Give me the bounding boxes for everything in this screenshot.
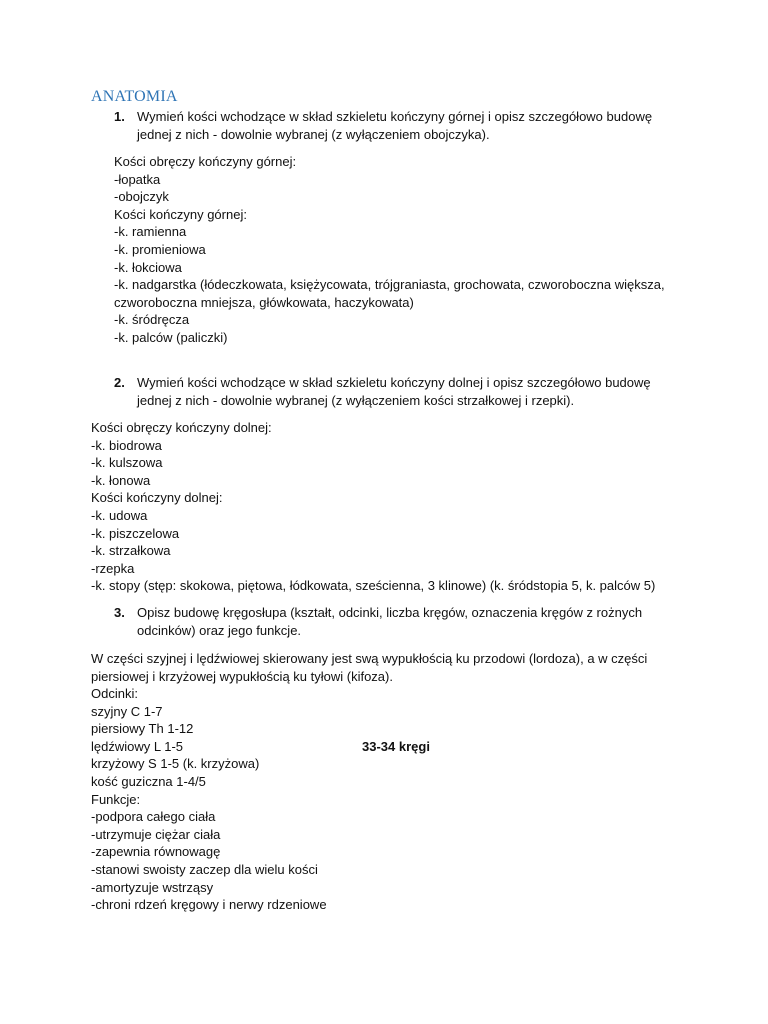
answer-line: Odcinki: — [91, 686, 138, 701]
answer-line: -k. stopy (stęp: skokowa, piętowa, łódkowata, sześcienna, 3 klinowe) (k. śródstopia 5, k. palców 5) — [91, 578, 656, 594]
answer-line: -zapewnia równowagę — [91, 844, 221, 860]
answer-1 — [114, 153, 665, 347]
answer-2 — [91, 419, 655, 595]
question-line: jednej z nich - dowolnie wybranej (z wyłączeniem kości strzałkowej i rzepki). — [137, 393, 575, 408]
answer-line: -k. strzałkowa — [91, 543, 171, 559]
question-line: Wymień kości wchodzące w skład szkieletu kończyny górnej i opisz szczegółowo budowę — [137, 109, 653, 124]
answer-line: -stanowi swoisty zaczep dla wielu kości — [91, 861, 318, 877]
vertebrae-total: 33-34 kręgi — [362, 739, 430, 754]
answer-line: piersiowy Th 1-12 — [91, 721, 194, 737]
answer-line: Kości obręczy kończyny górnej: — [114, 154, 297, 169]
answer-line: kość guziczna 1-4/5 — [91, 773, 206, 789]
answer-line: -amortyzuje wstrząsy — [91, 879, 214, 895]
paragraph-line: piersiowej i krzyżowej wypukłością ku tyłowi (kifoza). — [91, 669, 393, 684]
answer-line: -k. udowa — [91, 507, 148, 523]
question-line: jednej z nich - dowolnie wybranej (z wyłączeniem obojczyka). — [137, 127, 490, 142]
answer-line: Kości kończyny dolnej: — [91, 490, 223, 506]
answer-line: -k. łokciowa — [114, 259, 182, 275]
answer-line: krzyżowy S 1-5 (k. krzyżowa) — [91, 756, 260, 772]
answer-line: -obojczyk — [114, 189, 169, 205]
answer-line: -utrzymuje ciężar ciała — [91, 826, 221, 842]
answer-line: -chroni rdzeń kręgowy i nerwy rdzeniowe — [91, 897, 327, 913]
answer-line: czworoboczna mniejsza, główkowata, haczykowata) — [114, 294, 414, 310]
answer-line: -k. łonowa — [91, 472, 151, 488]
question-line: Wymień kości wchodzące w skład szkieletu kończyny dolnej i opisz szczegółowo budowę — [137, 375, 651, 390]
answer-line: -k. śródręcza — [114, 312, 190, 328]
answer-line: -rzepka — [91, 560, 135, 576]
question-text — [137, 604, 642, 640]
question-text — [137, 108, 652, 144]
question-line: odcinków) oraz jego funkcje. — [137, 623, 302, 638]
answer-line: -k. piszczelowa — [91, 525, 180, 541]
answer-line: Kości kończyny górnej: — [114, 206, 247, 222]
answer-line: lędźwiowy L 1-5 — [91, 738, 184, 754]
question-3 — [114, 604, 714, 640]
question-line: Opisz budowę kręgosłupa (kształt, odcinki, liczba kręgów, oznaczenia kręgów z rożnych — [137, 605, 643, 620]
page-title: ANATOMIA — [91, 88, 178, 105]
question-text — [137, 374, 651, 410]
question-number: 3. — [114, 605, 125, 620]
answer-3 — [91, 685, 327, 914]
answer-line: -k. promieniowa — [114, 241, 206, 257]
answer-3-intro — [91, 650, 647, 686]
answer-line: -k. nadgarstka (łódeczkowata, księżycowata, trójgraniasta, grochowata, czworoboczna większa, — [114, 277, 665, 293]
question-number: 2. — [114, 375, 125, 390]
question-2 — [114, 374, 714, 410]
answer-line: Kości obręczy kończyny dolnej: — [91, 420, 272, 435]
answer-line: -k. biodrowa — [91, 437, 162, 453]
answer-line: -k. ramienna — [114, 224, 187, 240]
answer-line: -k. palców (paliczki) — [114, 329, 228, 345]
question-1 — [114, 108, 714, 144]
answer-line: -k. kulszowa — [91, 455, 163, 471]
paragraph-line: W części szyjnej i lędźwiowej skierowany jest swą wypukłością ku przodowi (lordoza), a w części — [91, 651, 648, 666]
answer-line: Funkcje: — [91, 791, 141, 807]
answer-line: -łopatka — [114, 171, 161, 187]
answer-line: szyjny C 1-7 — [91, 703, 163, 719]
question-number: 1. — [114, 109, 125, 124]
answer-line: -podpora całego ciała — [91, 809, 216, 825]
